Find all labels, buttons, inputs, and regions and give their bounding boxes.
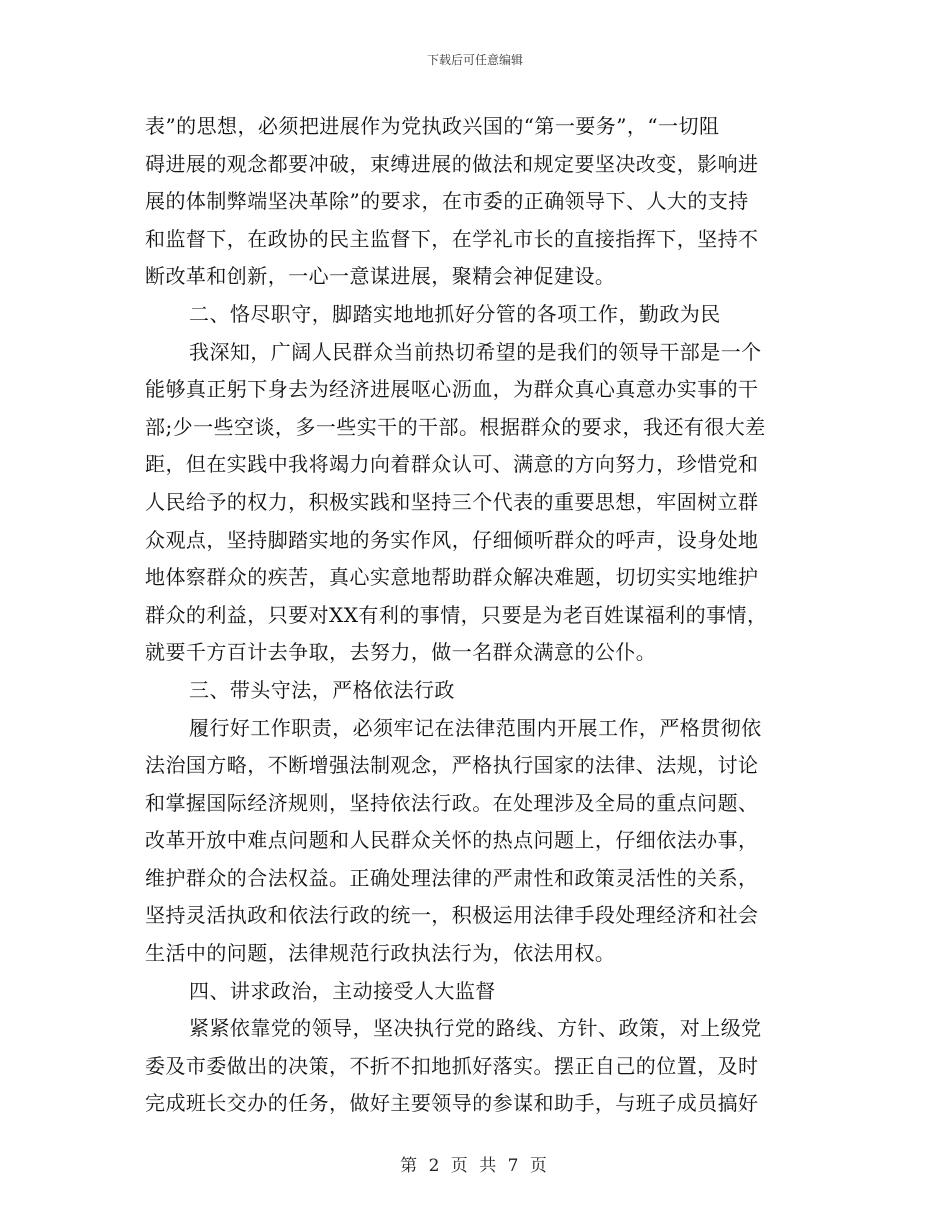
body-line: 法治国方略，不断增强法制观念，严格执行国家的法律、法规，讨论 [145, 753, 759, 778]
body-line: 委及市委做出的决策，不折不扣地抓好落实。摆正自己的位置，及时 [145, 1053, 759, 1078]
body-line: 能够真正躬下身去为经济进展呕心沥血，为群众真心真意办实事的干 [145, 377, 759, 402]
section-heading: 四、讲求政治，主动接受人大监督 [189, 978, 496, 1003]
section-heading: 三、带头守法，严格依法行政 [189, 677, 455, 702]
body-line: 坚持灵活执政和依法行政的统一，积极运用法律手段处理经济和社会 [145, 903, 759, 928]
body-line: 表”的思想，必须把进展作为党执政兴国的“第一要务”，“一切阻 [145, 114, 720, 138]
body-line: 和掌握国际经济规则，坚持依法行政。在处理涉及全局的重点问题、 [145, 790, 759, 815]
body-line: 维护群众的合法权益。正确处理法律的严肃性和政策灵活性的关系， [145, 865, 759, 890]
document-body [145, 108, 809, 1123]
body-line: 改革开放中难点问题和人民群众关怀的热点问题上，仔细依法办事， [145, 828, 759, 853]
body-line: 群众的利益，只要对XX有利的事情，只要是为老百姓谋福利的事情， [145, 602, 768, 627]
body-line: 众观点，坚持脚踏实地的务实作风，仔细倾听群众的呼声，设身处地 [145, 527, 759, 552]
body-line: 完成班长交办的任务，做好主要领导的参谋和助手，与班子成员搞好 [145, 1091, 759, 1116]
paragraph-start: 紧紧依靠党的领导，坚决执行党的路线、方针、政策，对上级党 [189, 1016, 762, 1041]
body-line: 和监督下，在政协的民主监督下，在学礼市长的直接指挥下，坚持不 [145, 226, 759, 251]
body-line: 人民给予的权力，积极实践和坚持三个代表的重要思想，牢固树立群 [145, 489, 759, 514]
page-number-footer: 第 2 页 共 7 页 [400, 1156, 550, 1176]
body-line: 断改革和创新，一心一意谋进展，聚精会神促建设。 [145, 264, 616, 289]
body-line: 部;少一些空谈，多一些实干的干部。根据群众的要求，我还有很大差 [145, 414, 766, 439]
body-line: 生活中的问题，法律规范行政执法行为，依法用权。 [145, 941, 616, 966]
body-line: 距，但在实践中我将竭力向着群众认可、满意的方向努力，珍惜党和 [145, 452, 759, 477]
body-line: 碍进展的观念都要冲破，束缚进展的做法和规定要坚决改变，影响进 [145, 151, 759, 176]
paragraph-start: 履行好工作职责，必须牢记在法律范围内开展工作，严格贯彻依 [189, 715, 762, 740]
body-line: 展的体制弊端坚决革除”的要求，在市委的正确领导下、人大的支持 [145, 189, 749, 214]
body-line: 地体察群众的疾苦，真心实意地帮助群众解决难题，切切实实地维护 [145, 565, 759, 590]
section-heading: 二、恪尽职守，脚踏实地地抓好分管的各项工作，勤政为民 [189, 301, 721, 326]
body-line: 就要千方百计去争取，去努力，做一名群众满意的公仆。 [145, 640, 657, 665]
paragraph-start: 我深知，广阔人民群众当前热切希望的是我们的领导干部是一个 [189, 339, 762, 364]
header-note: 下载后可任意编辑 [426, 53, 523, 67]
